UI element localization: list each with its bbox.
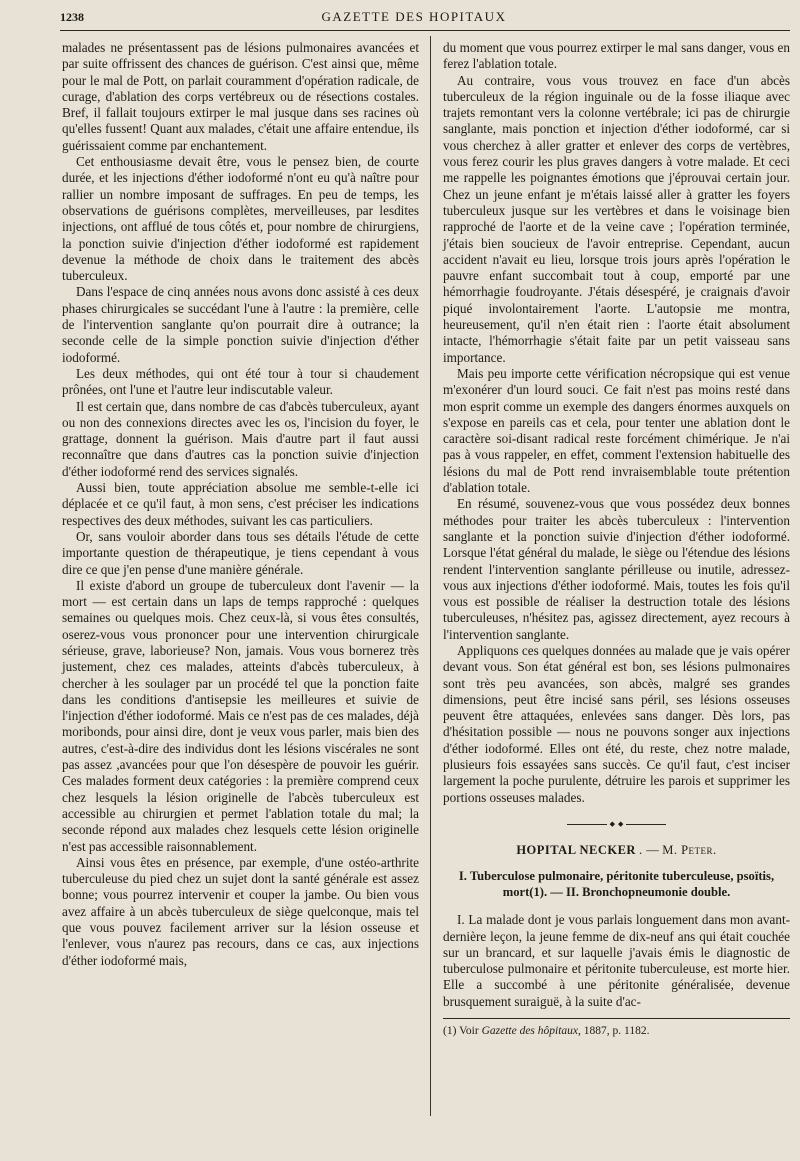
section-ornament (443, 820, 790, 830)
header-rule (60, 30, 790, 31)
paragraph: Il existe d'abord un groupe de tuberculeux dont l'avenir — la mort — est certain dans un laps de temps rapproché : quelques semaines ou quelques mois. Chez ceux-là, si vous êtes consultés, oserez-vous vous prononcer pour une intervention chirurgicale sérieuse, grave, laborieuse? Non, jamais. Vous vous bornerez très justement, chez ces malades, atteints d'abcès tuberculeux, à chercher à les soulager par un procédé tel que la ponction faite dans les conditions d'antisepsie les meilleures et suivie de l'injection d'éther iodoformé. Mais ce n'est pas de ces malades, déjà moribonds, pour ainsi dire, dont je veux vous parler, mais bien des autres, c'est-à-dire des individus dont les lésions viscérales ne sont pas assez ,avancées pour que l'on désespère de pouvoir les guérir. Ces malades forment deux catégories : la première comprend ceux chez lesquels la lésion originelle de l'abcès tuberculeux est accessible au chirurgien et permet l'ablation totale du mal; la seconde répond aux malades chez lesquels cette lésion originelle n'est pas accessible raisonnablement. (62, 577, 419, 854)
footnote-rule (443, 1018, 790, 1019)
section-heading (443, 842, 790, 858)
paragraph: Les deux méthodes, qui ont été tour à tour si chaudement prônées, ont l'une et l'autre leur indiscutable valeur. (62, 365, 419, 398)
right-column (443, 40, 790, 1039)
section-separator: . — (638, 842, 660, 857)
page-number: 1238 (60, 10, 84, 24)
left-column (62, 40, 419, 969)
lecture-title: I. Tuberculose pulmonaire, péritonite tuberculeuse, psoïtis, mort(1). — II. Bronchopneumonie double. (458, 869, 775, 900)
page-header (38, 6, 790, 28)
paragraph: Il est certain que, dans nombre de cas d'abcès tuberculeux, ayant ou non des connexions directes avec les os, l'incision du foyer, le grattage, donnent la guérison. Mais d'autre part il faut aussi reconnaître que dans d'autres cas la ponction suivie d'injection d'éther iodoformé rend des services signalés. (62, 398, 419, 479)
section-author: M. Peter. (662, 842, 717, 857)
paragraph: Dans l'espace de cinq années nous avons donc assisté à ces deux phases chirurgicales se succédant l'une à l'autre : la première, celle de l'intervention sanglante qu'on pourrait dire à outrance; la seconde celle de la simple ponction suivie d'injection d'éther iodoformé. (62, 284, 419, 365)
column-divider (430, 36, 431, 1116)
ornament-diamond: ◆ (609, 820, 615, 829)
footnote (443, 1023, 790, 1039)
paragraph: Or, sans vouloir aborder dans tous ses détails l'étude de cette importante question de thérapeutique, je tiens cependant à vous dire ce que j'en pense d'une manière générale. (62, 528, 419, 577)
paragraph: En résumé, souvenez-vous que vous possédez deux bonnes méthodes pour traiter les abcès tuberculeux : l'intervention sanglante et la ponction suivie d'injection d'éther iodoformé. Lorsque l'état général du malade, le siège ou l'étendue des lésions rendent l'intervention sanglante périlleuse ou inutile, adressez-vous aux injections d'éther iodoformé. Mais, toutes les fois qu'il vous est possible de réaliser la destruction totale des lésions tuberculeuses, n'hésitez pas, agissez directement, ayez recours à l'intervention sanglante. (443, 496, 790, 642)
paragraph: Cet enthousiasme devait être, vous le pensez bien, de courte durée, et les injections d'éther iodoformé n'ont eu qu'à naître pour rallier un nombre imposant de suffrages. En peu de temps, les observations de guérisons complètes, merveilleuses, par lesdites injections, ont afflué de tous côtés et, pour nombre de chirurgiens, la ponction suivie d'injection d'éther iodoformé est rapidement devenue la méthode de choix dans le traitement des abcès tuberculeux. (62, 154, 419, 284)
paragraph: malades ne présentassent pas de lésions pulmonaires avancées et par suite offrissent des chances de guérison. C'est ainsi que, même pour le mal de Pott, on parlait couramment d'opération radicale, de curage, d'ablation des corps vertébreux ou de résections costales. Bref, il fallait toujours extirper le mal jusque dans ses racines où qu'elles fussent! Quant aux malades, c'était une affaire entendue, ils guérissaient comme par enchantement. (62, 40, 419, 153)
paragraph: Ainsi vous êtes en présence, par exemple, d'une ostéo-arthrite tuberculeuse du pied chez un sujet dont la santé générale est assez bonne; vous pourrez intervenir et couper la jambe. Ou bien vous avez affaire à un abcès tuberculeux de siège quelconque, mais tel que vous pouvez facilement arriver sur la lésion osseuse et l'enlever, vous n'aurez pas recours, dans ce cas, aux injections d'éther iodoformé mais, (62, 854, 419, 968)
ornament-line (567, 824, 607, 825)
section-name: HOPITAL NECKER (516, 842, 636, 857)
footnote-prefix: (1) Voir (443, 1025, 479, 1038)
footnote-rest: 1887, p. 1182. (583, 1025, 650, 1038)
paragraph: Aussi bien, toute appréciation absolue me semble-t-elle ici déplacée et ce qu'il faut, à mon sens, c'est préciser les indications respectives des deux méthodes, suivant les cas particuliers. (62, 480, 419, 528)
running-title: GAZETTE DES HOPITAUX (321, 9, 507, 24)
footnote-citation: Gazette des hôpitaux, (481, 1025, 581, 1038)
paragraph: Mais peu importe cette vérification nécropsique qui est venue m'exonérer d'un lourd souci. Ce fait n'est pas moins resté dans mon esprit comme un exemple des dangers énormes auxquels on s'expose en pareils cas et cela, pour tenter une ablation dont le caractère soi-disant radical reste forcément chimérique. Je n'ai pas à vous rappeler, en effet, comment l'extension habituelle des lésions du mal de Pott rend invraisemblable toute prétention d'ablation totale. (443, 365, 790, 496)
paragraph: I. La malade dont je vous parlais longuement dans mon avant-dernière leçon, la jeune femme de dix-neuf ans qui était couchée sur un brancard, et sur laquelle j'avais émis le diagnostic de tuberculose pulmonaire et péritonite tuberculeuse, est morte hier. Elle a succombé à une péritonite généralisée, devenue brusquement suraiguë, à la suite d'ac- (443, 912, 790, 1009)
ornament-line (626, 824, 666, 825)
ornament-diamond: ◆ (618, 820, 624, 829)
paragraph: Au contraire, vous vous trouvez en face d'un abcès tuberculeux de la région inguinale ou de la fosse iliaque avec trajets remontant vers la colonne vertébrale; ici pas de chirurgie sanglante, mais ponction et injection d'éther iodoformé, car si vous cherchez à aller gratter et enlever des corps de vertèbres, vous ferez courir les plus graves dangers à votre malade. Et ceci me rappelle les poignantes émotions que j'éprouvai certain jour. Chez un jeune enfant je m'étais laissé aller à gratter les foyers tuberculeux jusque sur les vertèbres et dans le voisinage bien rapproché de l'aorte et de la veine cave ; l'opération terminée, j'étais bien soucieux de l'avoir entreprise. Cependant, aucun accident n'avait eu lieu, lorsque trois jours après l'opération le pauvre enfant succombait tout à coup, emporté par une hémorrhagie foudroyante. J'étais désespéré, je craignais d'avoir piqué involontairement l'aorte. L'autopsie me montra, heureusement, qu'il n'en était rien : l'aorte était absolument intacte, l'hémorrhagie s'était faite par un petit vaisseau sans importance. (443, 72, 790, 365)
paragraph: Appliquons ces quelques données au malade que je vais opérer devant vous. Son état général est bon, ses lésions pulmonaires sont très peu avancées, son abcès, malgré ses grandes dimensions, peut être incisé sans péril, ses lésions osseuses peuvent être attaquées, enlevées sans danger. Dès lors, pas d'hésitation possible — nous ne pouvons songer aux injections d'éther iodoformé. Elles ont été, du reste, chez notre malade, plusieurs fois essayées sans succès. Ce qu'il faut, c'est inciser largement la poche purulente, détruire les parois et supprimer les portions osseuses malades. (443, 642, 790, 805)
paragraph: du moment que vous pourrez extirper le mal sans danger, vous en ferez l'ablation totale. (443, 40, 790, 72)
